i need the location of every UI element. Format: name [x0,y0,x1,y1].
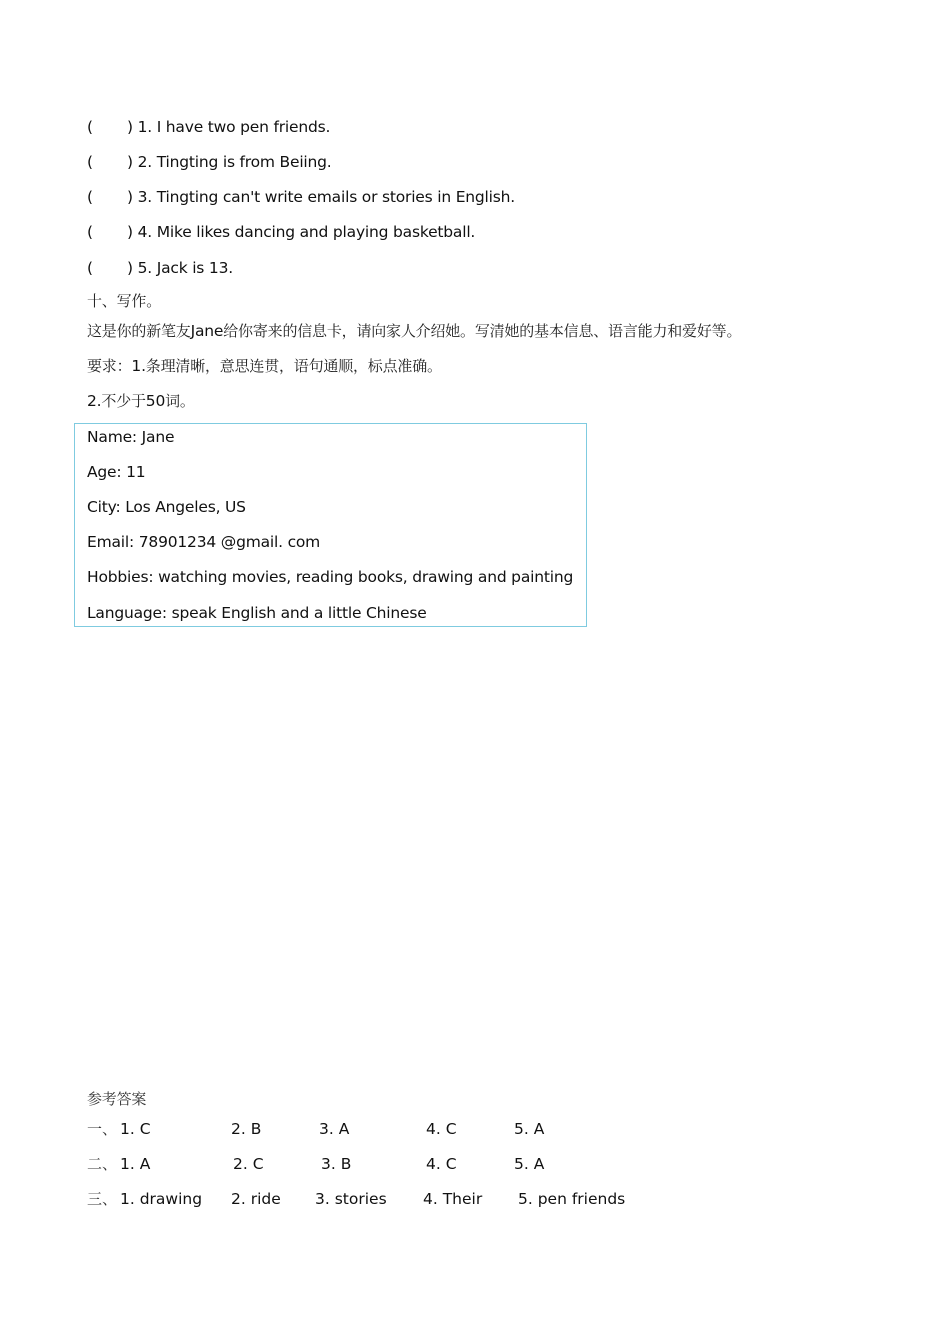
answer-item: 1. drawing [120,1190,203,1208]
answer-item: 3. B [321,1155,352,1173]
answer-item: 4. C [426,1120,457,1138]
info-card [74,423,587,627]
answer-blank-close: ) [127,153,133,171]
tf-question-3 [87,187,515,207]
answer-blank[interactable]: ( [87,153,93,171]
requirement-number: 1. [131,357,146,375]
answer-blank-close: ) [127,188,133,206]
answer-row-prefix: 一、 [87,1120,118,1138]
requirement-text: 词。 [165,392,195,410]
info-city: City: Los Angeles, US [87,498,246,516]
answer-blank-close: ) [127,259,133,277]
answer-item: 2. ride [231,1190,281,1208]
prompt-text: 给你寄来的信息卡，请向家人介绍她。写清她的基本信息、语言能力和爱好等。 [223,322,742,340]
question-text: 1. I have two pen friends. [137,118,331,136]
tf-question-4 [87,222,475,242]
question-text: 3. Tingting can't write emails or stories in English. [137,188,515,206]
info-hobbies: Hobbies: watching movies, reading books, drawing and painting [87,568,574,586]
requirement-2 [87,391,195,411]
answer-blank-close: ) [127,118,133,136]
requirement-label: 要求： [87,357,132,375]
prompt-name: Jane [190,322,224,340]
answer-row-prefix: 二、 [87,1155,118,1173]
section-heading: 十、写作。 [87,292,162,310]
answer-item: 2. C [233,1155,264,1173]
word-count: 50 [145,392,166,410]
answer-blank[interactable]: ( [87,223,93,241]
answer-row-prefix: 三、 [87,1190,118,1208]
answer-item: 4. Their [423,1190,483,1208]
writing-prompt [87,321,741,341]
answer-item: 5. A [514,1120,545,1138]
answer-key-heading: 参考答案 [87,1090,147,1108]
tf-question-5 [87,258,233,278]
question-text: 5. Jack is 13. [137,259,233,277]
requirement-text: 条理清晰，意思连贯，语句通顺，标点准确。 [145,357,442,375]
prompt-text: 这是你的新笔友 [87,322,191,340]
answer-blank-close: ) [127,223,133,241]
answer-blank[interactable]: ( [87,188,93,206]
answer-item: 1. C [120,1120,151,1138]
answer-item: 5. pen friends [518,1190,626,1208]
answer-item: 5. A [514,1155,545,1173]
tf-question-1 [87,117,330,137]
answer-item: 3. A [319,1120,350,1138]
info-age: Age: 11 [87,463,146,481]
answer-blank[interactable]: ( [87,118,93,136]
answer-item: 3. stories [315,1190,387,1208]
requirement-1 [87,356,442,376]
requirement-text: 不少于 [101,392,146,410]
question-text: 4. Mike likes dancing and playing basketball. [137,223,476,241]
info-email: Email: 78901234 @gmail. com [87,533,321,551]
requirement-number: 2. [87,392,102,410]
tf-question-2 [87,152,332,172]
question-text: 2. Tingting is from Beiing. [137,153,332,171]
answer-item: 2. B [231,1120,262,1138]
info-name: Name: Jane [87,428,175,446]
answer-item: 4. C [426,1155,457,1173]
info-language: Language: speak English and a little Chinese [87,604,427,622]
answer-blank[interactable]: ( [87,259,93,277]
answer-item: 1. A [120,1155,151,1173]
